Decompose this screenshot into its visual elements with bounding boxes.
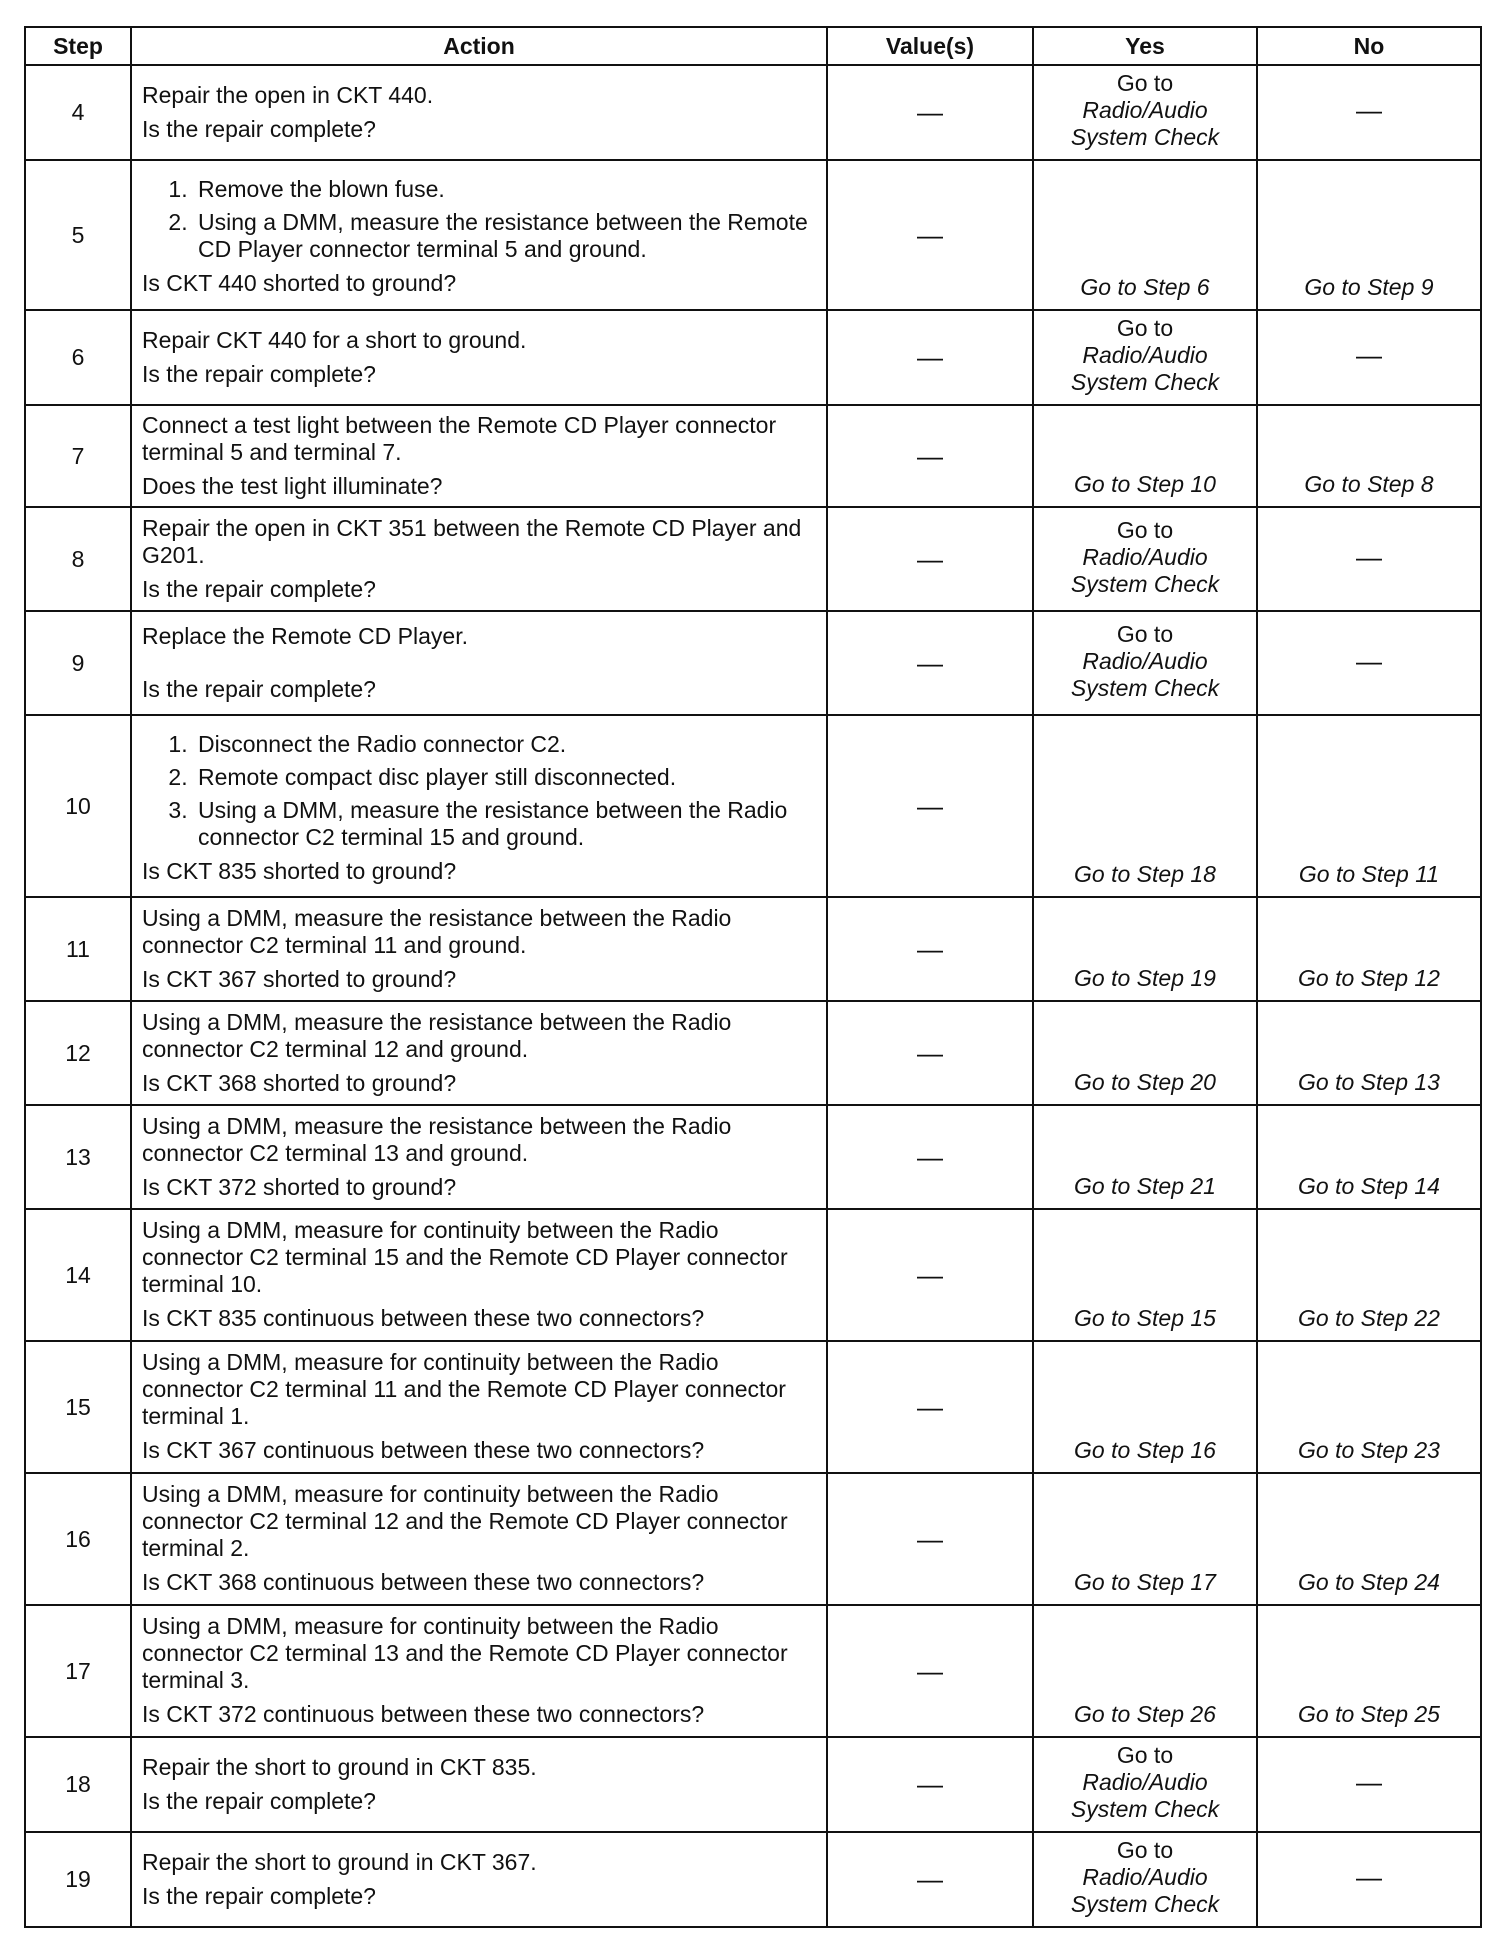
table-row xyxy=(25,1001,1481,1105)
goto-target: System Check xyxy=(1070,570,1220,597)
table-row xyxy=(25,897,1481,1001)
action-question: Is CKT 367 continuous between these two connectors? xyxy=(142,1437,705,1463)
value-cell: — xyxy=(827,897,1033,1001)
action-cell xyxy=(131,405,827,507)
goto-step-link[interactable]: Go to Step 25 xyxy=(1298,1701,1440,1727)
goto-label: Go to xyxy=(1116,70,1174,96)
no-cell: — xyxy=(1257,65,1481,160)
step-number: 6 xyxy=(25,310,131,405)
table-row xyxy=(25,1737,1481,1832)
table-row xyxy=(25,715,1481,897)
goto-radio-audio-check[interactable] xyxy=(1040,517,1250,598)
substep-list xyxy=(142,731,816,851)
table-row xyxy=(25,405,1481,507)
table-row xyxy=(25,1105,1481,1209)
action-question: Is the repair complete? xyxy=(142,1787,376,1814)
diagnostic-table xyxy=(24,26,1482,1928)
goto-target: Radio/Audio xyxy=(1082,97,1208,123)
goto-target: System Check xyxy=(1070,1891,1220,1917)
goto-step-link[interactable]: Go to Step 13 xyxy=(1298,1069,1440,1095)
no-cell xyxy=(1257,1105,1481,1209)
goto-step-link[interactable]: Go to Step 24 xyxy=(1298,1569,1440,1595)
action-text: Repair the open in CKT 440. xyxy=(142,81,434,108)
substep-item: 3. Using a DMM, measure the resistance between the Radio connector C2 terminal 15 and ground. xyxy=(194,797,816,851)
action-question: Is CKT 440 shorted to ground? xyxy=(142,270,457,296)
table-row xyxy=(25,65,1481,160)
yes-cell xyxy=(1033,1605,1257,1737)
goto-step-link[interactable]: Go to Step 6 xyxy=(1080,274,1210,300)
yes-cell xyxy=(1033,405,1257,507)
action-text: Using a DMM, measure for continuity between the Radio connector C2 terminal 12 and the Remote CD Player connector terminal 2. xyxy=(142,1481,788,1561)
step-number: 7 xyxy=(25,405,131,507)
value-cell: — xyxy=(827,1832,1033,1927)
table-row xyxy=(25,160,1481,310)
action-question: Is the repair complete? xyxy=(142,1882,376,1909)
no-cell xyxy=(1257,405,1481,507)
action-text: Using a DMM, measure the resistance between the Radio connector C2 terminal 12 and ground. xyxy=(142,1008,732,1062)
action-question: Is CKT 367 shorted to ground? xyxy=(142,965,457,992)
goto-target: Radio/Audio xyxy=(1082,1769,1208,1795)
goto-radio-audio-check[interactable] xyxy=(1040,70,1250,151)
yes-cell xyxy=(1033,1209,1257,1341)
no-cell xyxy=(1257,1473,1481,1605)
goto-label: Go to xyxy=(1116,1742,1174,1768)
goto-label: Go to xyxy=(1116,620,1174,647)
action-text: Repair the short to ground in CKT 835. xyxy=(142,1753,537,1780)
action-text: Replace the Remote CD Player. xyxy=(142,622,468,649)
action-question: Is the repair complete? xyxy=(142,575,376,602)
goto-label: Go to xyxy=(1116,1837,1174,1863)
goto-target: System Check xyxy=(1070,1796,1220,1822)
yes-cell xyxy=(1033,715,1257,897)
no-cell xyxy=(1257,715,1481,897)
goto-step-link[interactable]: Go to Step 11 xyxy=(1298,861,1440,887)
goto-step-link[interactable]: Go to Step 21 xyxy=(1074,1173,1216,1199)
value-cell: — xyxy=(827,160,1033,310)
goto-radio-audio-check[interactable] xyxy=(1040,1837,1250,1918)
step-number: 12 xyxy=(25,1001,131,1105)
yes-cell xyxy=(1033,1105,1257,1209)
header-yes: Yes xyxy=(1033,27,1257,65)
substep-item: 2. Using a DMM, measure the resistance between the Remote CD Player connector terminal 5 and ground. xyxy=(194,209,816,263)
no-cell xyxy=(1257,1341,1481,1473)
action-cell xyxy=(131,1473,827,1605)
value-cell: — xyxy=(827,611,1033,715)
action-cell xyxy=(131,1209,827,1341)
action-question: Is the repair complete? xyxy=(142,360,376,387)
step-number: 19 xyxy=(25,1832,131,1927)
table-row xyxy=(25,1341,1481,1473)
goto-label: Go to xyxy=(1116,315,1174,341)
page xyxy=(24,26,1480,1928)
header-step: Step xyxy=(25,27,131,65)
value-cell: — xyxy=(827,310,1033,405)
action-text: Repair CKT 440 for a short to ground. xyxy=(142,326,527,353)
no-cell xyxy=(1257,1001,1481,1105)
action-text: Using a DMM, measure for continuity between the Radio connector C2 terminal 13 and the Remote CD Player connector terminal 3. xyxy=(142,1613,788,1693)
action-text: Repair the open in CKT 351 between the Remote CD Player and G201. xyxy=(142,514,802,568)
goto-radio-audio-check[interactable] xyxy=(1040,1742,1250,1823)
action-question: Is CKT 835 shorted to ground? xyxy=(142,857,457,884)
action-cell xyxy=(131,897,827,1001)
step-number: 4 xyxy=(25,65,131,160)
no-cell xyxy=(1257,1209,1481,1341)
substep-item: 1. Disconnect the Radio connector C2. xyxy=(194,731,816,758)
table-row xyxy=(25,1605,1481,1737)
goto-step-link[interactable]: Go to Step 17 xyxy=(1074,1569,1216,1595)
header-action: Action xyxy=(131,27,827,65)
goto-step-link[interactable]: Go to Step 8 xyxy=(1304,471,1434,497)
no-cell: — xyxy=(1257,1832,1481,1927)
no-cell xyxy=(1257,160,1481,310)
goto-step-link[interactable]: Go to Step 18 xyxy=(1074,861,1216,887)
goto-step-link[interactable]: Go to Step 23 xyxy=(1298,1437,1440,1463)
action-question: Is the repair complete? xyxy=(142,115,376,142)
substep-item: 1. Remove the blown fuse. xyxy=(194,176,816,203)
value-cell: — xyxy=(827,715,1033,897)
goto-step-link[interactable]: Go to Step 14 xyxy=(1298,1173,1440,1199)
goto-radio-audio-check[interactable] xyxy=(1040,315,1250,396)
yes-cell xyxy=(1033,310,1257,405)
substep-list xyxy=(142,176,816,263)
yes-cell xyxy=(1033,65,1257,160)
header-no: No xyxy=(1257,27,1481,65)
action-question: Is CKT 368 shorted to ground? xyxy=(142,1069,457,1096)
step-number: 9 xyxy=(25,611,131,715)
step-number: 10 xyxy=(25,715,131,897)
no-cell: — xyxy=(1257,1737,1481,1832)
yes-cell xyxy=(1033,160,1257,310)
goto-step-link[interactable]: Go to Step 15 xyxy=(1074,1305,1216,1331)
action-cell xyxy=(131,65,827,160)
step-number: 11 xyxy=(25,897,131,1001)
goto-step-link[interactable]: Go to Step 16 xyxy=(1074,1437,1216,1463)
action-question: Does the test light illuminate? xyxy=(142,472,443,499)
step-number: 14 xyxy=(25,1209,131,1341)
action-cell xyxy=(131,507,827,611)
goto-target: System Check xyxy=(1070,124,1220,150)
yes-cell xyxy=(1033,507,1257,611)
step-number: 13 xyxy=(25,1105,131,1209)
action-cell xyxy=(131,160,827,310)
action-question: Is CKT 372 shorted to ground? xyxy=(142,1173,457,1200)
action-cell xyxy=(131,715,827,897)
no-cell xyxy=(1257,897,1481,1001)
action-cell xyxy=(131,1832,827,1927)
step-number: 5 xyxy=(25,160,131,310)
table-row xyxy=(25,310,1481,405)
value-cell: — xyxy=(827,65,1033,160)
action-cell xyxy=(131,1341,827,1473)
action-question: Is the repair complete? xyxy=(142,675,376,702)
action-text: Using a DMM, measure for continuity between the Radio connector C2 terminal 11 and the Remote CD Player connector terminal 1. xyxy=(142,1349,786,1429)
yes-cell xyxy=(1033,1473,1257,1605)
action-text: Using a DMM, measure the resistance between the Radio connector C2 terminal 13 and ground. xyxy=(142,1112,732,1166)
action-cell xyxy=(131,1737,827,1832)
yes-cell xyxy=(1033,1737,1257,1832)
value-cell: — xyxy=(827,405,1033,507)
no-cell: — xyxy=(1257,507,1481,611)
action-cell xyxy=(131,1605,827,1737)
goto-step-link[interactable]: Go to Step 20 xyxy=(1074,1069,1216,1095)
value-cell: — xyxy=(827,1473,1033,1605)
value-cell: — xyxy=(827,1209,1033,1341)
value-cell: — xyxy=(827,1001,1033,1105)
value-cell: — xyxy=(827,1105,1033,1209)
yes-cell xyxy=(1033,897,1257,1001)
action-text: Using a DMM, measure the resistance between the Radio connector C2 terminal 11 and ground. xyxy=(142,904,732,958)
table-row xyxy=(25,1209,1481,1341)
action-text: Connect a test light between the Remote CD Player connector terminal 5 and terminal 7. xyxy=(142,411,777,465)
goto-target: System Check xyxy=(1070,369,1220,395)
no-cell: — xyxy=(1257,611,1481,715)
goto-step-link[interactable]: Go to Step 9 xyxy=(1304,274,1434,300)
step-number: 17 xyxy=(25,1605,131,1737)
no-cell xyxy=(1257,1605,1481,1737)
action-question: Is CKT 372 continuous between these two connectors? xyxy=(142,1701,705,1727)
action-cell xyxy=(131,310,827,405)
goto-step-link[interactable]: Go to Step 12 xyxy=(1298,965,1440,991)
table-row xyxy=(25,507,1481,611)
goto-target: Radio/Audio xyxy=(1082,342,1208,368)
header-values: Value(s) xyxy=(827,27,1033,65)
goto-step-link[interactable]: Go to Step 22 xyxy=(1298,1305,1440,1331)
step-number: 8 xyxy=(25,507,131,611)
action-question: Is CKT 368 continuous between these two connectors? xyxy=(142,1569,705,1595)
table-body xyxy=(25,65,1481,1927)
header-row xyxy=(25,27,1481,65)
yes-cell xyxy=(1033,1001,1257,1105)
table-row xyxy=(25,1832,1481,1927)
step-number: 18 xyxy=(25,1737,131,1832)
step-number: 15 xyxy=(25,1341,131,1473)
action-cell xyxy=(131,611,827,715)
goto-label: Go to xyxy=(1116,516,1174,543)
value-cell: — xyxy=(827,1605,1033,1737)
action-cell xyxy=(131,1001,827,1105)
value-cell: — xyxy=(827,1341,1033,1473)
goto-target: Radio/Audio xyxy=(1082,1864,1208,1890)
goto-target: System Check xyxy=(1070,674,1220,701)
goto-target: Radio/Audio xyxy=(1082,543,1208,570)
action-text: Using a DMM, measure for continuity between the Radio connector C2 terminal 15 and the Remote CD Player connector terminal 10. xyxy=(142,1217,788,1297)
yes-cell xyxy=(1033,1341,1257,1473)
substep-item: 2. Remote compact disc player still disconnected. xyxy=(194,764,816,791)
table-row xyxy=(25,611,1481,715)
goto-step-link[interactable]: Go to Step 10 xyxy=(1074,471,1216,497)
action-text: Repair the short to ground in CKT 367. xyxy=(142,1848,537,1875)
table-row xyxy=(25,1473,1481,1605)
value-cell: — xyxy=(827,1737,1033,1832)
step-number: 16 xyxy=(25,1473,131,1605)
goto-target: Radio/Audio xyxy=(1082,647,1208,674)
goto-step-link[interactable]: Go to Step 26 xyxy=(1074,1701,1216,1727)
yes-cell xyxy=(1033,611,1257,715)
action-cell xyxy=(131,1105,827,1209)
goto-radio-audio-check[interactable] xyxy=(1040,621,1250,702)
no-cell: — xyxy=(1257,310,1481,405)
goto-step-link[interactable]: Go to Step 19 xyxy=(1074,965,1216,991)
value-cell: — xyxy=(827,507,1033,611)
yes-cell xyxy=(1033,1832,1257,1927)
action-question: Is CKT 835 continuous between these two connectors? xyxy=(142,1305,705,1331)
